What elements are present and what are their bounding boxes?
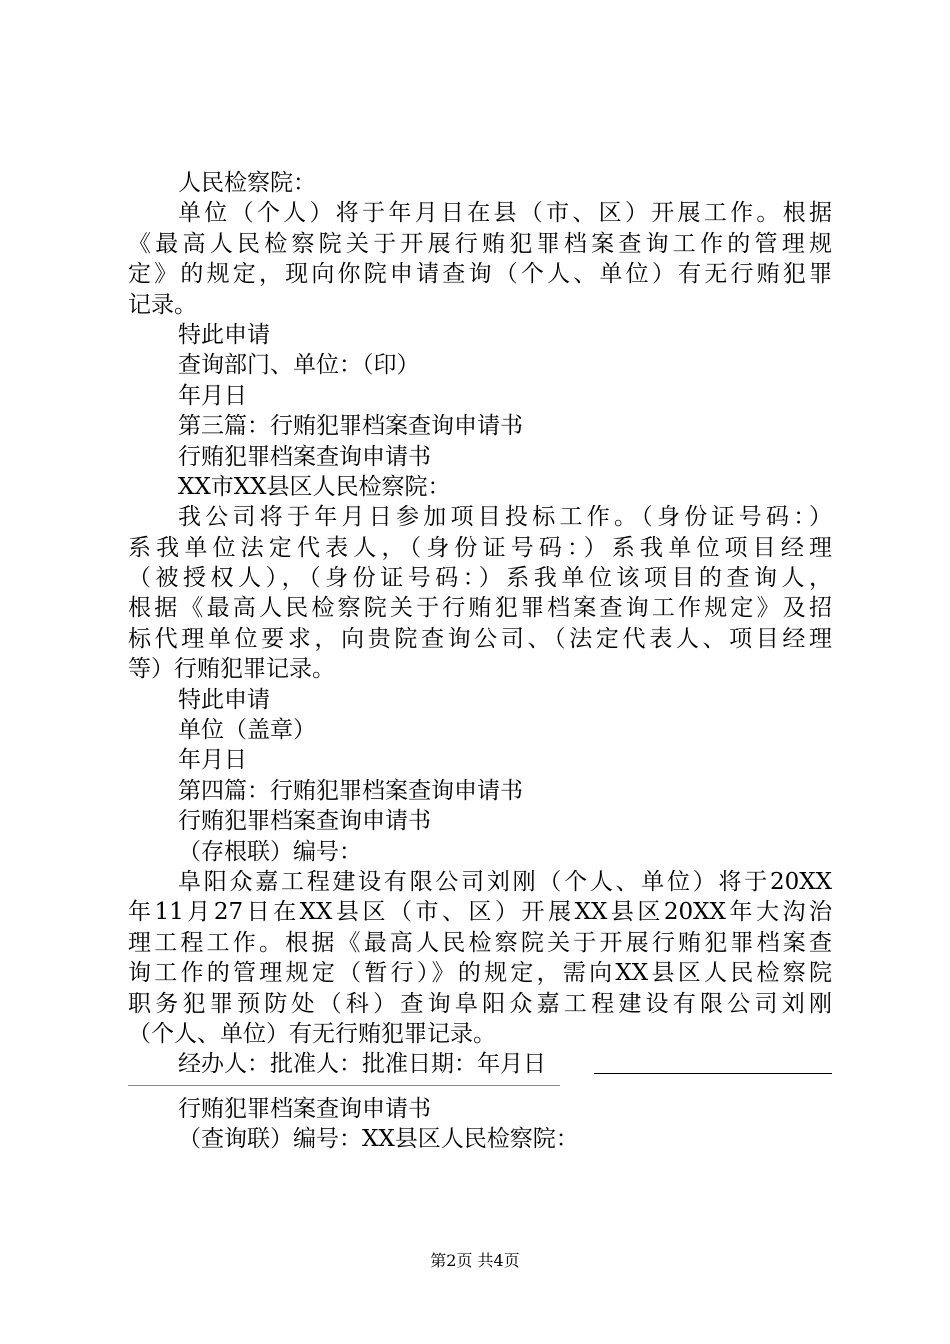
signature-text: 经办人：批准人：批准日期：年月日 (178, 1051, 546, 1078)
text-line: 等）行贿犯罪记录。 (128, 656, 335, 683)
text-line: 人民检察院： (178, 170, 316, 196)
text-line: 年月日 (178, 747, 247, 774)
text-line: 行贿犯罪档案查询申请书 (178, 1095, 431, 1122)
text-line: 单位（盖章） (178, 717, 316, 744)
text-line: 记录。 (128, 291, 197, 318)
separator-rule (128, 1085, 560, 1086)
text-line: 职务犯罪预防处（科）查询阜阳众嘉工程建设有限公司刘刚 (128, 990, 832, 1017)
document-body (128, 168, 832, 1155)
text-line: 标代理单位要求，向贵院查询公司、（法定代表人、项目经理 (128, 625, 832, 652)
after-separator-lines (128, 1094, 832, 1155)
text-line: 行贿犯罪档案查询申请书 (178, 808, 431, 835)
body-lines (128, 168, 832, 1049)
text-line: 理工程工作。根据《最高人民检察院关于开展行贿犯罪档案查 (128, 929, 832, 956)
section-separator (128, 1080, 832, 1094)
text-line: （查询联）编号：XX县区人民检察院： (178, 1126, 579, 1153)
signature-blank (594, 1073, 832, 1074)
text-line: 单位（个人）将于年月日在县（市、区）开展工作。根据 (178, 200, 832, 227)
text-line: 第三篇：行贿犯罪档案查询申请书 (178, 413, 523, 440)
page-footer (0, 1248, 950, 1271)
text-line: 根据《最高人民检察院关于行贿犯罪档案查询工作规定》及招 (128, 595, 832, 622)
text-line: 阜阳众嘉工程建设有限公司刘刚（个人、单位）将于20XX (178, 868, 832, 895)
page-number: 第2页 共4页 (430, 1251, 520, 1270)
text-line: 行贿犯罪档案查询申请书 (178, 443, 431, 470)
text-line: 查询部门、单位：（印） (178, 352, 420, 379)
text-line: XX市XX县区人民检察院： (178, 473, 451, 500)
text-line: （个人、单位）有无行贿犯罪记录。 (128, 1020, 496, 1047)
text-line: （存根联）编号： (178, 838, 362, 865)
signature-line (128, 1049, 832, 1079)
text-line: 我公司将于年月日参加项目投标工作。（身份证号码：） (178, 504, 832, 531)
text-line: 特此申请 (178, 686, 270, 713)
text-line: （被授权人），（身份证号码：）系我单位该项目的查询人， (128, 565, 832, 592)
text-line: 系我单位法定代表人，（身份证号码：）系我单位项目经理 (128, 534, 832, 561)
text-line: 询工作的管理规定（暂行）》的规定，需向XX县区人民检察院 (128, 960, 832, 987)
text-line: 第四篇：行贿犯罪档案查询申请书 (178, 777, 523, 804)
text-line: 年月日 (178, 382, 247, 409)
text-line: 年11月27日在XX县区（市、区）开展XX县区20XX年大沟治 (128, 899, 832, 926)
text-line: 《最高人民检察院关于开展行贿犯罪档案查询工作的管理规 (128, 230, 832, 257)
text-line: 特此申请 (178, 321, 270, 348)
text-line: 定》的规定，现向你院申请查询（个人、单位）有无行贿犯罪 (128, 261, 832, 288)
